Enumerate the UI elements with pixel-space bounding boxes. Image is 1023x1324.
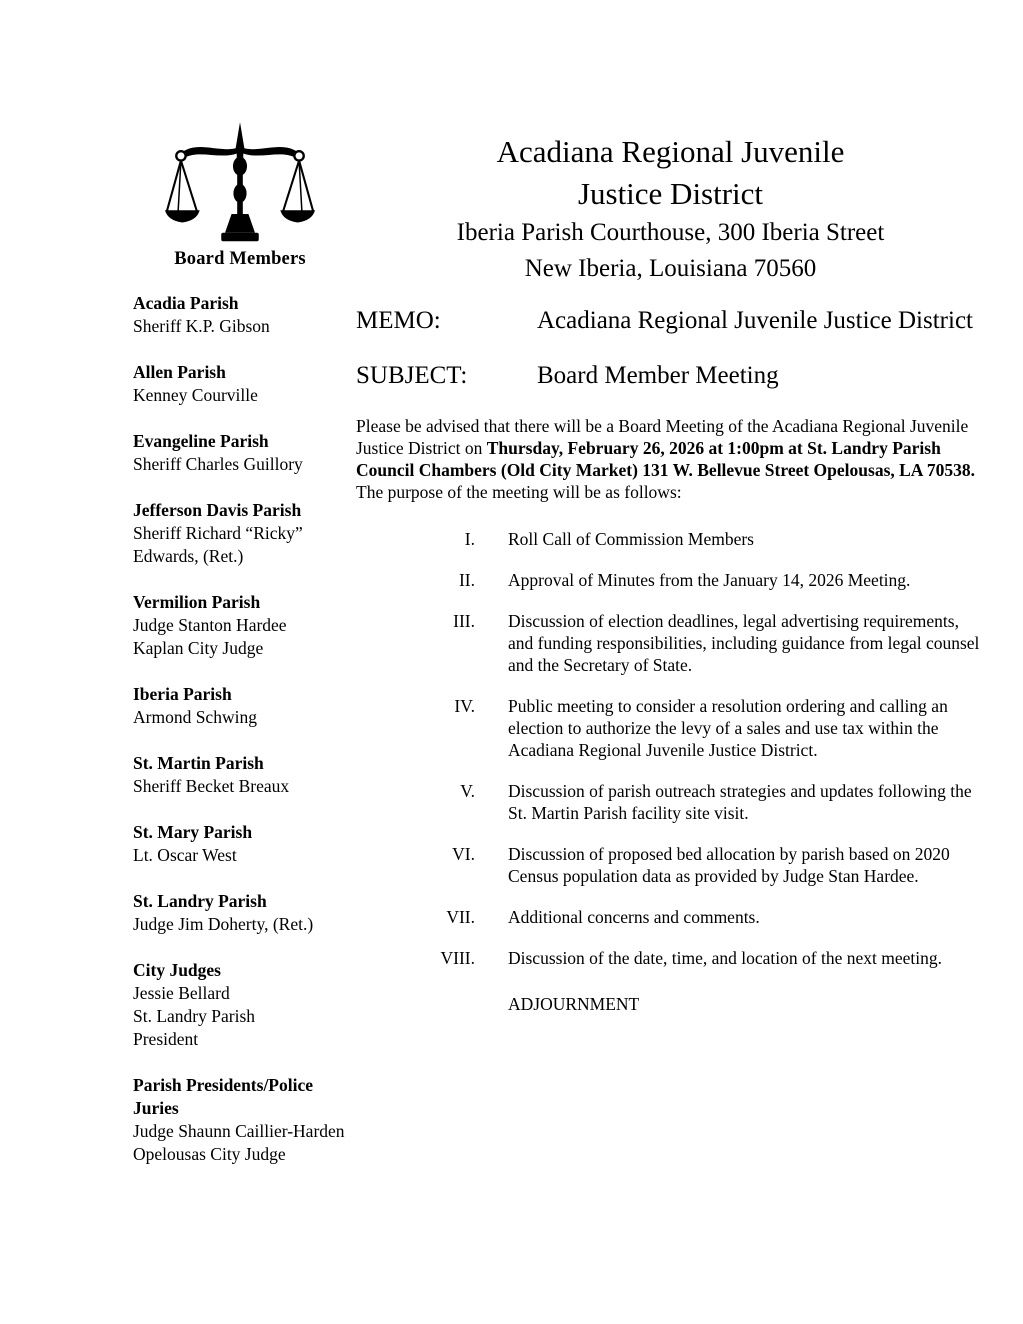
meeting-notice-paragraph	[356, 415, 985, 503]
agenda-item	[356, 843, 985, 887]
member-name: St. Landry Parish	[133, 1006, 256, 1026]
member-name: Opelousas City Judge	[133, 1144, 286, 1164]
subject-value: Board Member Meeting	[537, 362, 779, 389]
member-name: Kaplan City Judge	[133, 638, 264, 658]
document-title-line2: Justice District	[577, 176, 764, 211]
subject-label: SUBJECT:	[356, 362, 468, 389]
member-name: Judge Shaunn Caillier-Harden	[133, 1121, 345, 1141]
agenda-numeral: V.	[460, 781, 475, 801]
board-member-list	[133, 292, 347, 1166]
agenda-text: Discussion of the date, time, and location of the next meeting.	[508, 948, 942, 968]
subject-row	[356, 359, 985, 393]
memo-content	[356, 131, 985, 1015]
agenda-numeral: III.	[453, 611, 475, 631]
agenda-text: Discussion of proposed bed allocation by parish based on 2020 Census population data as provided by Judge Stan Hardee.	[508, 844, 950, 886]
document-address	[356, 215, 985, 287]
agenda-list	[356, 528, 985, 1015]
memo-row	[356, 304, 985, 338]
parish-name: Evangeline Parish	[133, 431, 269, 451]
document-title	[356, 131, 985, 215]
agenda-text: Approval of Minutes from the January 14, 2026 Meeting.	[508, 570, 911, 590]
member-name: Sheriff K.P. Gibson	[133, 316, 270, 336]
member-name: Sheriff Becket Breaux	[133, 776, 290, 796]
parish-name: City Judges	[133, 960, 221, 980]
member-name: Kenney Courville	[133, 385, 258, 405]
memo-label: MEMO:	[356, 307, 441, 334]
agenda-item	[356, 780, 985, 824]
parish-name: Jefferson Davis Parish	[133, 500, 302, 520]
board-member-group	[133, 959, 347, 1051]
agenda-numeral: IV.	[454, 696, 475, 716]
agenda-item	[356, 906, 985, 928]
board-member-group	[133, 292, 347, 338]
agenda-item	[356, 528, 985, 550]
adjournment-text: ADJOURNMENT	[508, 994, 640, 1014]
address-line1: Iberia Parish Courthouse, 300 Iberia Street	[456, 219, 885, 246]
parish-name: St. Landry Parish	[133, 891, 267, 911]
memo-value: Acadiana Regional Juvenile Justice District	[537, 307, 973, 334]
parish-name: Parish Presidents/Police Juries	[133, 1075, 313, 1118]
notice-text-bold: Thursday, February 26, 2026 at 1:00pm at St. Landry Parish Council Chambers (Old City Market) 131 W. Bellevue Street Opelousas, LA 70538.	[356, 438, 975, 480]
board-member-group	[133, 499, 347, 568]
document-title-line1: Acadiana Regional Juvenile	[496, 134, 845, 169]
member-name: Jessie Bellard	[133, 983, 230, 1003]
member-name: Lt. Oscar West	[133, 845, 237, 865]
agenda-numeral: II.	[458, 570, 475, 590]
parish-name: Allen Parish	[133, 362, 226, 382]
agenda-item	[356, 569, 985, 591]
member-name: Sheriff Richard “Ricky” Edwards, (Ret.)	[133, 523, 303, 566]
agenda-text: Discussion of election deadlines, legal advertising requirements, and funding responsibilities, including guidance from legal counsel and the Secretary of State.	[508, 611, 980, 675]
board-member-group	[133, 821, 347, 867]
board-members-sidebar	[133, 120, 347, 1189]
agenda-item	[356, 947, 985, 969]
board-member-group	[133, 361, 347, 407]
agenda-text: Roll Call of Commission Members	[508, 529, 754, 549]
board-member-group	[133, 890, 347, 936]
board-member-group	[133, 591, 347, 660]
agenda-text: Additional concerns and comments.	[508, 907, 760, 927]
agenda-item	[356, 610, 985, 676]
board-member-group	[133, 430, 347, 476]
scales-of-justice-logo	[165, 120, 315, 248]
sidebar-heading: Board Members	[174, 249, 306, 269]
agenda-text: Public meeting to consider a resolution ordering and calling an election to authorize the levy of a sales and use tax within the Acadiana Regional Juvenile Justice District.	[508, 696, 948, 760]
notice-text-after: The purpose of the meeting will be as follows:	[356, 460, 980, 502]
agenda-numeral: VII.	[446, 907, 475, 927]
agenda-numeral: VI.	[452, 844, 475, 864]
member-name: Judge Jim Doherty, (Ret.)	[133, 914, 314, 934]
member-name: Judge Stanton Hardee	[133, 615, 287, 635]
board-member-group	[133, 752, 347, 798]
board-member-group	[133, 1074, 347, 1166]
notice-text-regular: Please be advised that there will be a Board Meeting of the Acadiana Regional Juvenile Justice District on	[356, 416, 969, 458]
address-line2: New Iberia, Louisiana 70560	[524, 255, 817, 282]
board-member-group	[133, 683, 347, 729]
agenda-item	[356, 695, 985, 761]
agenda-text: Discussion of parish outreach strategies and updates following the St. Martin Parish facility site visit.	[508, 781, 972, 823]
parish-name: St. Martin Parish	[133, 753, 264, 773]
member-name: Armond Schwing	[133, 707, 257, 727]
parish-name: St. Mary Parish	[133, 822, 253, 842]
parish-name: Acadia Parish	[133, 293, 239, 313]
parish-name: Vermilion Parish	[133, 592, 261, 612]
member-name: President	[133, 1029, 199, 1049]
parish-name: Iberia Parish	[133, 684, 232, 704]
member-name: Sheriff Charles Guillory	[133, 454, 303, 474]
agenda-numeral: VIII.	[440, 948, 475, 968]
agenda-numeral: I.	[464, 529, 475, 549]
